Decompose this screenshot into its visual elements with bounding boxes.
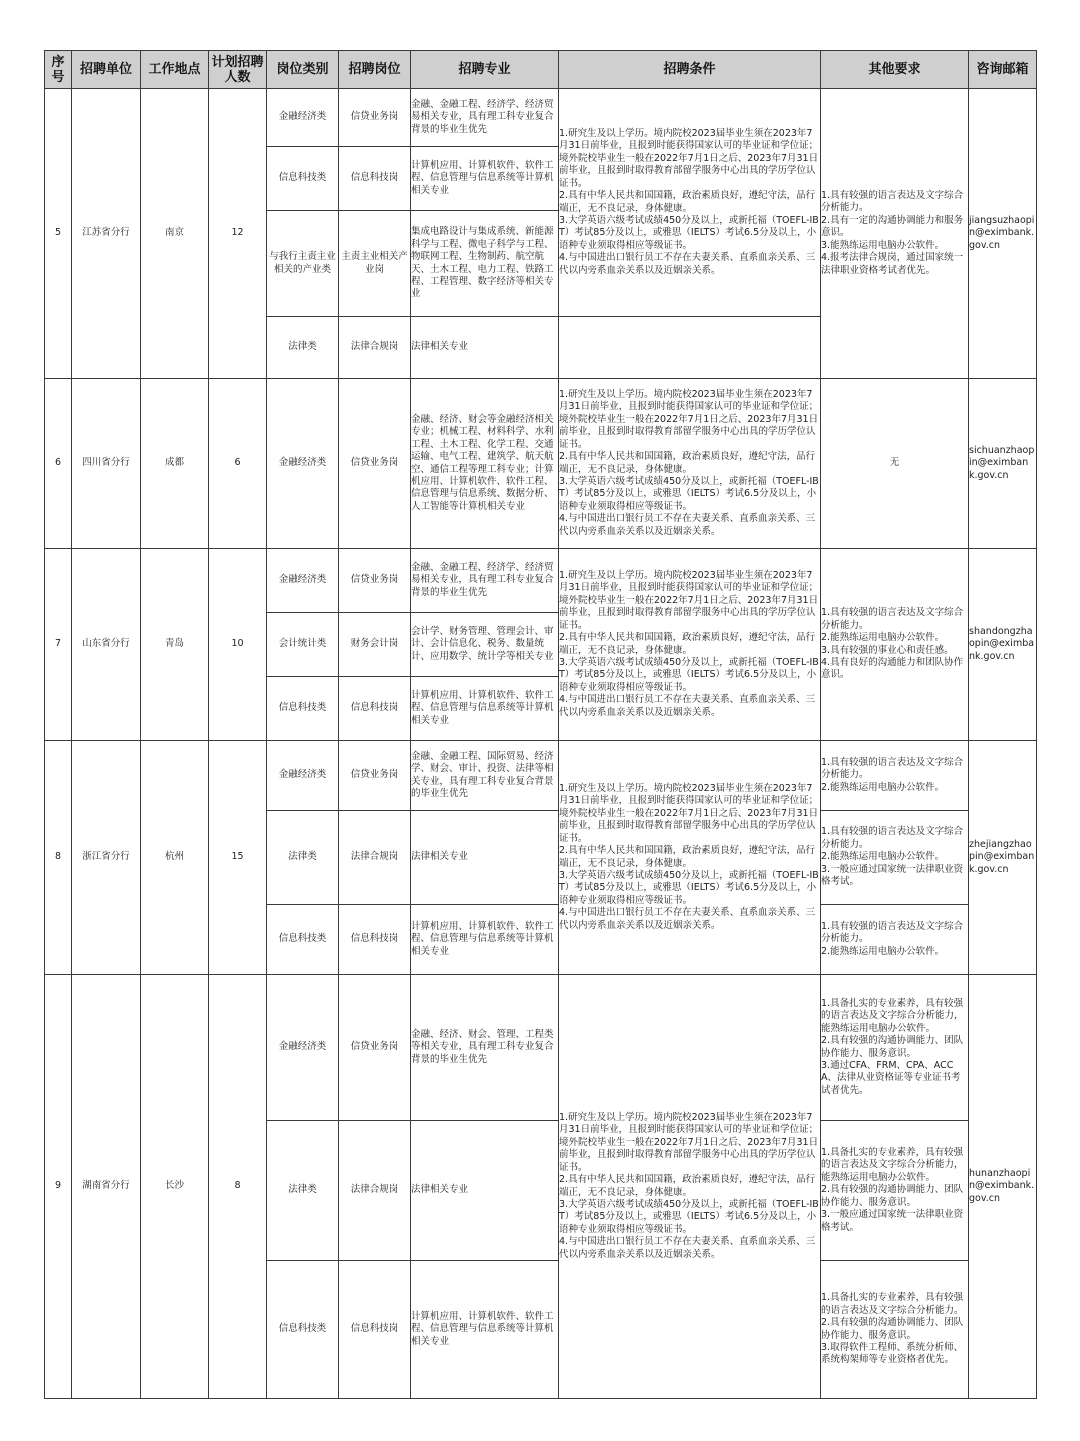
table-row xyxy=(45,975,1037,1121)
cell-other: 1.具备扎实的专业素养，具有较强的语言表达及文字综合分析能力，能熟练运用电脑办公软件。 2.具有较强的沟通协调能力、团队协作能力、服务意识。 3.一般应通过国家统一法律职业资格考试。 xyxy=(821,1121,969,1261)
cell-count: 15 xyxy=(209,741,267,975)
cell-seq: 5 xyxy=(45,89,72,379)
cell-other: 1.具有较强的语言表达及文字综合分析能力。 2.能熟练运用电脑办公软件。 3.具有较强的事业心和责任感。 4.具有良好的沟通能力和团队协作意识。 xyxy=(821,549,969,741)
cell-other: 1.具有较强的语言表达及文字综合分析能力。 2.能熟练运用电脑办公软件。 xyxy=(821,905,969,975)
cell-unit: 四川省分行 xyxy=(72,379,141,549)
cell-major: 会计学、财务管理、管理会计、审计、会计信息化、税务、数量统计、应用数学、统计学等相关专业 xyxy=(411,613,559,677)
cell-email: hunanzhaopin@eximbank.gov.cn xyxy=(969,975,1037,1399)
cell-location: 成都 xyxy=(141,379,209,549)
cell-category: 金融经济类 xyxy=(267,89,339,147)
table-row xyxy=(45,89,1037,147)
cell-major: 计算机应用、计算机软件、软件工程、信息管理与信息系统等计算机相关专业 xyxy=(411,677,559,741)
cell-major: 法律相关专业 xyxy=(411,317,559,379)
cell-position: 法律合规岗 xyxy=(339,317,411,379)
cell-email: shandongzhaopin@eximbank.gov.cn xyxy=(969,549,1037,741)
cell-unit: 山东省分行 xyxy=(72,549,141,741)
table-row xyxy=(45,379,1037,549)
cell-location: 青岛 xyxy=(141,549,209,741)
cell-location: 南京 xyxy=(141,89,209,379)
header-email: 咨询邮箱 xyxy=(969,51,1037,89)
cell-unit: 湖南省分行 xyxy=(72,975,141,1399)
header-row xyxy=(45,51,1037,89)
cell-position: 信息科技岗 xyxy=(339,147,411,211)
cell-other: 1.具备扎实的专业素养，具有较强的语言表达及文字综合分析能力，能熟练运用电脑办公软件。 2.具有较强的沟通协调能力、团队协作能力、服务意识。 3.通过CFA、FRM、CPA、ACCA、法律从业资格证等专业证书考试者优先。 xyxy=(821,975,969,1121)
cell-position: 财务会计岗 xyxy=(339,613,411,677)
cell-category: 法律类 xyxy=(267,811,339,905)
cell-position: 信息科技岗 xyxy=(339,677,411,741)
cell-major: 金融、金融工程、经济学、经济贸易相关专业，具有理工科专业复合背景的毕业生优先 xyxy=(411,89,559,147)
cell-email: sichuanzhaopin@eximbank.gov.cn xyxy=(969,379,1037,549)
cell-major: 金融、经济、财会等金融经济相关专业；机械工程、材料科学、水利工程、土木工程、化学工程、交通运输、电气工程、建筑学、航天航空、通信工程等理工科专业；计算机应用、计算机软件、软件工程、信息管理与信息系统、数据分析、人工智能等计算机相关专业 xyxy=(411,379,559,549)
cell-position: 信贷业务岗 xyxy=(339,549,411,613)
cell-seq: 8 xyxy=(45,741,72,975)
cell-conditions: 1.研究生及以上学历。境内院校2023届毕业生须在2023年7月31日前毕业，且报到时能获得国家认可的毕业证和学位证；境外院校毕业生一般在2022年7月1日之后、2023年7月31日前毕业，且报到时取得教育部留学服务中心出具的学历学位认证书。 2.具有中华人民共和国国籍，政治素质良好，遵纪守法，品行端正，无不良记录，身体健康。 3.大学英语六级考试成绩450分及以上，或新托福（TOEFL-IBT）考试85分及以上，或雅思（IELTS）考试6.5分及以上，小语种专业须取得相应等级证书。 4.与中国进出口银行员工不存在夫妻关系、直系血亲关系、三代以内旁系血亲关系以及近姻亲关系。 xyxy=(559,741,821,975)
cell-unit: 浙江省分行 xyxy=(72,741,141,975)
cell-position: 法律合规岗 xyxy=(339,811,411,905)
cell-category: 信息科技类 xyxy=(267,905,339,975)
cell-category: 金融经济类 xyxy=(267,975,339,1121)
cell-major: 金融、金融工程、国际贸易、经济学、财会、审计、投资、法律等相关专业，具有理工科专业复合背景的毕业生优先 xyxy=(411,741,559,811)
table-row xyxy=(45,741,1037,811)
cell-other: 1.具备扎实的专业素养，具有较强的语言表达及文字综合分析能力。 2.具有较强的沟通协调能力、团队协作能力、服务意识。 3.取得软件工程师、系统分析师、系统构架师等专业资格者优先。 xyxy=(821,1261,969,1399)
cell-count: 6 xyxy=(209,379,267,549)
cell-conditions: 1.研究生及以上学历。境内院校2023届毕业生须在2023年7月31日前毕业，且报到时能获得国家认可的毕业证和学位证；境外院校毕业生一般在2022年7月1日之后、2023年7月31日前毕业，且报到时取得教育部留学服务中心出具的学历学位认证书。 2.具有中华人民共和国国籍，政治素质良好，遵纪守法，品行端正，无不良记录，身体健康。 3.大学英语六级考试成绩450分及以上，或新托福（TOEFL-IBT）考试85分及以上，或雅思（IELTS）考试6.5分及以上，小语种专业须取得相应等级证书。 4.与中国进出口银行员工不存在夫妻关系、直系血亲关系、三代以内旁系血亲关系以及近姻亲关系。 xyxy=(559,975,821,1399)
cell-conditions: 1.研究生及以上学历。境内院校2023届毕业生须在2023年7月31日前毕业，且报到时能获得国家认可的毕业证和学位证；境外院校毕业生一般在2022年7月1日之后、2023年7月31日前毕业，且报到时取得教育部留学服务中心出具的学历学位认证书。 2.具有中华人民共和国国籍，政治素质良好，遵纪守法，品行端正，无不良记录，身体健康。 3.大学英语六级考试成绩450分及以上，或新托福（TOEFL-IBT）考试85分及以上，或雅思（IELTS）考试6.5分及以上，小语种专业须取得相应等级证书。 4.与中国进出口银行员工不存在夫妻关系、直系血亲关系、三代以内旁系血亲关系以及近姻亲关系。 xyxy=(559,89,821,317)
cell-seq: 7 xyxy=(45,549,72,741)
header-conditions: 招聘条件 xyxy=(559,51,821,89)
cell-position: 信息科技岗 xyxy=(339,905,411,975)
cell-major: 法律相关专业 xyxy=(411,1121,559,1261)
cell-major: 金融、经济、财会、管理、工程类等相关专业，具有理工科专业复合背景的毕业生优先 xyxy=(411,975,559,1121)
cell-position: 主责主业相关产业岗 xyxy=(339,211,411,317)
cell-location: 杭州 xyxy=(141,741,209,975)
cell-category: 法律类 xyxy=(267,1121,339,1261)
header-other: 其他要求 xyxy=(821,51,969,89)
cell-unit: 江苏省分行 xyxy=(72,89,141,379)
cell-count: 12 xyxy=(209,89,267,379)
cell-location: 长沙 xyxy=(141,975,209,1399)
header-category: 岗位类别 xyxy=(267,51,339,89)
cell-major: 计算机应用、计算机软件、软件工程、信息管理与信息系统等计算机相关专业 xyxy=(411,147,559,211)
cell-position: 信贷业务岗 xyxy=(339,379,411,549)
cell-category: 金融经济类 xyxy=(267,549,339,613)
cell-category: 信息科技类 xyxy=(267,147,339,211)
cell-conditions-empty xyxy=(559,317,821,379)
header-seq: 序号 xyxy=(45,51,72,89)
cell-count: 10 xyxy=(209,549,267,741)
cell-position: 法律合规岗 xyxy=(339,1121,411,1261)
cell-category: 金融经济类 xyxy=(267,379,339,549)
header-location: 工作地点 xyxy=(141,51,209,89)
cell-major: 计算机应用、计算机软件、软件工程、信息管理与信息系统等计算机相关专业 xyxy=(411,1261,559,1399)
cell-category: 金融经济类 xyxy=(267,741,339,811)
cell-conditions: 1.研究生及以上学历。境内院校2023届毕业生须在2023年7月31日前毕业，且报到时能获得国家认可的毕业证和学位证；境外院校毕业生一般在2022年7月1日之后、2023年7月31日前毕业，且报到时取得教育部留学服务中心出具的学历学位认证书。 2.具有中华人民共和国国籍，政治素质良好，遵纪守法，品行端正，无不良记录，身体健康。 3.大学英语六级考试成绩450分及以上，或新托福（TOEFL-IBT）考试85分及以上，或雅思（IELTS）考试6.5分及以上，小语种专业须取得相应等级证书。 4.与中国进出口银行员工不存在夫妻关系、直系血亲关系、三代以内旁系血亲关系以及近姻亲关系。 xyxy=(559,379,821,549)
header-position: 招聘岗位 xyxy=(339,51,411,89)
cell-seq: 9 xyxy=(45,975,72,1399)
cell-major: 金融、金融工程、经济学、经济贸易相关专业，具有理工科专业复合背景的毕业生优先 xyxy=(411,549,559,613)
cell-position: 信贷业务岗 xyxy=(339,975,411,1121)
cell-category: 法律类 xyxy=(267,317,339,379)
cell-count: 8 xyxy=(209,975,267,1399)
cell-category: 信息科技类 xyxy=(267,1261,339,1399)
recruitment-table xyxy=(44,50,1037,1399)
cell-major: 计算机应用、计算机软件、软件工程、信息管理与信息系统等计算机相关专业 xyxy=(411,905,559,975)
cell-position: 信贷业务岗 xyxy=(339,89,411,147)
cell-email: zhejiangzhaopin@eximbank.gov.cn xyxy=(969,741,1037,975)
cell-category: 与我行主责主业相关的产业类 xyxy=(267,211,339,317)
cell-position: 信贷业务岗 xyxy=(339,741,411,811)
cell-category: 会计统计类 xyxy=(267,613,339,677)
cell-other: 1.具有较强的语言表达及文字综合分析能力。 2.能熟练运用电脑办公软件。 xyxy=(821,741,969,811)
table-row xyxy=(45,549,1037,613)
cell-seq: 6 xyxy=(45,379,72,549)
cell-conditions: 1.研究生及以上学历。境内院校2023届毕业生须在2023年7月31日前毕业，且报到时能获得国家认可的毕业证和学位证；境外院校毕业生一般在2022年7月1日之后、2023年7月31日前毕业，且报到时取得教育部留学服务中心出具的学历学位认证书。 2.具有中华人民共和国国籍，政治素质良好，遵纪守法，品行端正，无不良记录，身体健康。 3.大学英语六级考试成绩450分及以上，或新托福（TOEFL-IBT）考试85分及以上，或雅思（IELTS）考试6.5分及以上，小语种专业须取得相应等级证书。 4.与中国进出口银行员工不存在夫妻关系、直系血亲关系、三代以内旁系血亲关系以及近姻亲关系。 xyxy=(559,549,821,741)
cell-other: 1.具有较强的语言表达及文字综合分析能力。 2.能熟练运用电脑办公软件。 3.一般应通过国家统一法律职业资格考试。 xyxy=(821,811,969,905)
header-major: 招聘专业 xyxy=(411,51,559,89)
cell-other: 无 xyxy=(821,379,969,549)
cell-other: 1.具有较强的语言表达及文字综合分析能力。 2.具有一定的沟通协调能力和服务意识。 3.能熟练运用电脑办公软件。 4.报考法律合规岗，通过国家统一法律职业资格考试者优先。 xyxy=(821,89,969,379)
cell-major: 法律相关专业 xyxy=(411,811,559,905)
header-count: 计划招聘人数 xyxy=(209,51,267,89)
cell-email: jiangsuzhaopin@eximbank.gov.cn xyxy=(969,89,1037,379)
cell-category: 信息科技类 xyxy=(267,677,339,741)
cell-major: 集成电路设计与集成系统、新能源科学与工程、微电子科学与工程、物联网工程、生物制药、航空航天、土木工程、电力工程、铁路工程、工程管理、数字经济等相关专业 xyxy=(411,211,559,317)
header-unit: 招聘单位 xyxy=(72,51,141,89)
cell-position: 信息科技岗 xyxy=(339,1261,411,1399)
